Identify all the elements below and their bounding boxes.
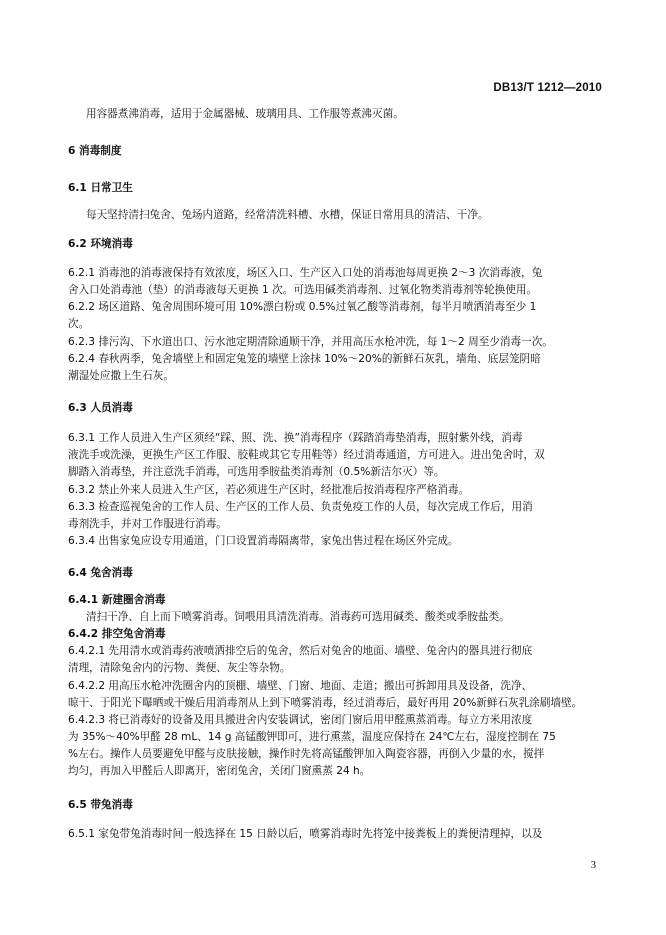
subsection-heading: 6.4 兔舍消毒 (68, 567, 133, 579)
subsection-heading: 6.2 环境消毒 (68, 238, 133, 250)
subsection-heading: 6.3 人员消毒 (68, 402, 133, 414)
section-heading: 6 消毒制度 (68, 145, 122, 157)
clause-text: 均匀，再加入甲醛后人即离开，密闭兔舍，关闭门窗熏蒸 24 h。 (68, 765, 371, 777)
clause-text: 6.5.1 家兔带兔消毒时间一般选择在 15 日龄以后，喷雾消毒时先将笼中接粪板上的粪便清理掉，以及 (68, 828, 543, 840)
page-number: 3 (590, 860, 596, 871)
subsubsection-heading: 6.4.2 排空兔舍消毒 (68, 628, 166, 640)
standard-code: DB13/T 1212—2010 (493, 82, 602, 94)
clause-text: 6.4.2.2 用高压水枪冲洗圈舍内的顶棚、墙壁、门窗、地面、走道；搬出可拆卸用具及设备，洗净、 (68, 680, 533, 692)
clause-text: 6.2.4 春秋两季，兔舍墙壁上和固定兔笼的墙壁上涂抹 10%～20%的新鲜石灰乳，墙角、底层笼阴暗 (68, 353, 541, 365)
clause-text: 潮湿处应撒上生石灰。 (68, 370, 174, 382)
clause-text: 6.4.2.1 先用清水或消毒药液喷洒排空后的兔舍，然后对兔舍的地面、墙壁、兔舍内的器具进行彻底 (68, 645, 533, 657)
clause-text: 毒剂洗手，并对工作服进行消毒。 (68, 518, 227, 530)
clause-text: 晾干、于阳光下曝晒或干燥后用消毒剂从上到下喷雾消毒，经过消毒后，最好再用 20%新鲜石灰乳涂刷墙壁。 (68, 697, 583, 709)
body-text: 每天坚持清扫兔舍、兔场内道路，经常清洗料槽、水槽，保证日常用具的清洁、干净。 (86, 209, 489, 221)
subsection-heading: 6.1 日常卫生 (68, 182, 133, 194)
clause-text: 6.4.2.3 将已消毒好的设备及用具搬进舍内安装调试，密闭门窗后用甲醛熏蒸消毒。每立方米用浓度 (68, 714, 533, 726)
clause-text: 6.3.3 检查巡视兔舍的工作人员、生产区的工作人员、负责免疫工作的人员，每次完成工作后，用消 (68, 501, 533, 513)
clause-text: 6.2.3 排污沟、下水道出口、污水池定期清除通顺干净，并用高压水枪冲洗，每 1～2 周至少消毒一次。 (68, 336, 553, 348)
subsubsection-heading: 6.4.1 新建圈舍消毒 (68, 594, 166, 606)
body-text: 用容器煮沸消毒，适用于金属器械、玻璃用具、工作服等煮沸灭菌。 (86, 108, 404, 120)
body-text: 清扫干净、自上而下喷雾消毒。饲喂用具清洗消毒。消毒药可选用碱类、酸类或季胺盐类。 (86, 611, 510, 623)
clause-text: 舍入口处消毒池（垫）的消毒液每天更换 1 次。可选用碱类消毒剂、过氧化物类消毒剂等轮换使用。 (68, 284, 538, 296)
subsection-heading: 6.5 带兔消毒 (68, 799, 133, 811)
clause-text: 液洗手或洗澡，更换生产区工作服、胶鞋或其它专用鞋等）经过消毒通道，方可进入。进出兔舍时，双 (68, 449, 545, 461)
clause-text: 次。 (68, 318, 90, 330)
clause-text: 脚踏入消毒垫，并注意洗手消毒，可选用季胺盐类消毒剂（0.5%新洁尔灭）等。 (68, 466, 445, 478)
clause-text: 清理，清除兔舍内的污物、粪便、灰尘等杂物。 (68, 662, 291, 674)
clause-text: 为 35%～40%甲醛 28 mL、14 g 高锰酸钾即可，进行熏蒸，温度应保持在 24℃左右，湿度控制在 75 (68, 731, 556, 743)
clause-text: 6.2.1 消毒池的消毒液保持有效浓度，场区入口、生产区入口处的消毒池每周更换 2～3 次消毒液，兔 (68, 267, 543, 279)
clause-text: 6.3.1 工作人员进入生产区须经“踩、照、洗、换”消毒程序（踩踏消毒垫消毒，照射紫外线，消毒 (68, 432, 523, 444)
clause-text: %左右。操作人员要避免甲醛与皮肤接触，操作时先将高锰酸钾加入陶瓷容器，再倒入少量的水，搅拌 (68, 748, 545, 760)
clause-text: 6.3.2 禁止外来人员进入生产区，若必须进生产区时，经批准后按消毒程序严格消毒。 (68, 484, 470, 496)
clause-text: 6.2.2 场区道路、兔舍周围环境可用 10%漂白粉或 0.5%过氧乙酸等消毒剂，每半月喷洒消毒至少 1 (68, 301, 537, 313)
clause-text: 6.3.4 出售家兔应设专用通道，门口设置消毒隔离带，家兔出售过程在场区外完成。 (68, 535, 459, 547)
